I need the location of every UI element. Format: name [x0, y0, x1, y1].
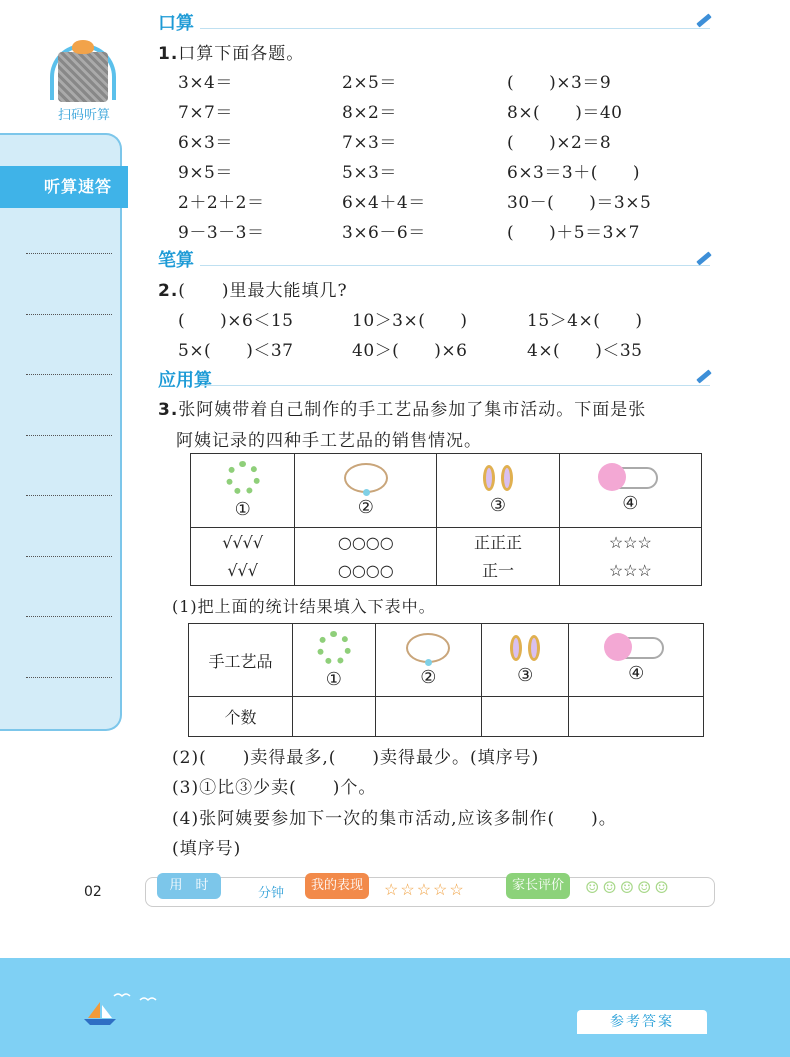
- side-tab-quick-answer[interactable]: 听算速答: [0, 166, 128, 208]
- oral-problem: 8×2＝: [342, 103, 397, 123]
- oral-problem: 3×6－6＝: [342, 223, 426, 243]
- sub-question-1: (1)把上面的统计结果填入下表中。: [172, 597, 436, 616]
- answer-line: [26, 495, 112, 496]
- oral-problem: 6×3＝: [178, 133, 233, 153]
- fill-item-3: ③: [481, 624, 568, 697]
- minutes-label: 分钟: [258, 886, 285, 901]
- bracelet-icon: [226, 461, 260, 495]
- section-divider: [200, 28, 710, 29]
- fill-table: [188, 623, 704, 737]
- answer-blank[interactable]: [481, 697, 568, 737]
- oral-problem: 2×5＝: [342, 73, 397, 93]
- oral-problem: 8×( )＝40: [507, 103, 623, 123]
- oral-problem: 7×7＝: [178, 103, 233, 123]
- item-cell-4: ④: [559, 454, 701, 528]
- pencil-icon: [696, 369, 711, 383]
- parent-eval-label: 家长评价: [506, 873, 570, 899]
- tally-cell-1: √√√√ √√√: [191, 528, 295, 586]
- sub-question-4-note: (填序号): [172, 839, 242, 859]
- answer-side-panel: [0, 133, 122, 731]
- item-cell-3: ③: [437, 454, 559, 528]
- bottom-decoration-strip: [0, 958, 790, 1057]
- tally-table: [190, 453, 702, 586]
- fill-count-label: 个数: [189, 697, 293, 737]
- oral-problem: 2＋2＋2＝: [178, 193, 265, 213]
- bracelet-icon: [317, 631, 351, 665]
- oral-problem: 5×3＝: [342, 163, 397, 183]
- tally-cell-4: ☆☆☆ ☆☆☆: [559, 528, 701, 586]
- answer-blank[interactable]: [375, 697, 481, 737]
- oral-problem: 6×4＋4＝: [342, 193, 426, 213]
- oral-problem: 3×4＝: [178, 73, 233, 93]
- compare-problem: 40＞( )×6: [352, 341, 468, 361]
- question-text: ( )里最大能填几?: [178, 281, 348, 301]
- question-2-prompt: [158, 276, 348, 301]
- fill-header-label: 手工艺品: [189, 624, 293, 697]
- earring-icon: [510, 635, 522, 661]
- item-cell-1: ①: [191, 454, 295, 528]
- compare-problem: 10＞3×( ): [352, 311, 468, 331]
- question-number: 2.: [158, 281, 179, 301]
- qr-code[interactable]: [58, 52, 108, 102]
- answer-line: [26, 253, 112, 254]
- pencil-icon: [696, 251, 711, 265]
- sub-question-3: (3)①比③少卖( )个。: [172, 778, 377, 798]
- earring-icon: [501, 465, 513, 491]
- fill-item-1: ①: [293, 624, 376, 697]
- question-1-prompt: [158, 39, 304, 64]
- question-3-line-1: [158, 395, 646, 420]
- pencil-icon: [696, 13, 711, 27]
- oral-problem: 9－3－3＝: [178, 223, 265, 243]
- oral-problem: 30－( )＝3×5: [507, 193, 652, 213]
- fill-item-4: ④: [569, 624, 704, 697]
- tally-marks-row: [191, 528, 702, 586]
- answer-blank[interactable]: [293, 697, 376, 737]
- oral-problem: ( )＋5＝3×7: [507, 223, 640, 243]
- question-text: 口算下面各题。: [178, 44, 305, 64]
- item-cell-2: ②: [295, 454, 437, 528]
- answer-line: [26, 374, 112, 375]
- answer-line: [26, 435, 112, 436]
- qr-label: 扫码听算: [57, 108, 110, 123]
- compare-problem: ( )×6＜15: [178, 311, 294, 331]
- bird-icon: [72, 40, 94, 54]
- question-text: 张阿姨带着自己制作的手工艺品参加了集市活动。下面是张: [178, 400, 647, 420]
- necklace-icon: [344, 463, 388, 493]
- earring-icon: [483, 465, 495, 491]
- section-title-written: 笔算: [158, 250, 194, 271]
- tally-cell-2: ○○○○ ○○○○: [295, 528, 437, 586]
- fill-header-row: [189, 624, 704, 697]
- performance-label: 我的表现: [305, 873, 369, 899]
- section-title-applied: 应用算: [158, 370, 212, 391]
- seagull-icon: [112, 990, 162, 1004]
- question-number: 1.: [158, 44, 179, 64]
- necklace-icon: [406, 633, 450, 663]
- sailboat-icon: [82, 1002, 118, 1026]
- question-3-line-2: 阿姨记录的四种手工艺品的销售情况。: [176, 431, 482, 451]
- answer-blank[interactable]: [569, 697, 704, 737]
- fill-count-row: [189, 697, 704, 737]
- oral-problem: ( )×3＝9: [507, 73, 612, 93]
- sub-question-2: (2)( )卖得最多,( )卖得最少。(填序号): [172, 748, 540, 768]
- time-label: 用 时: [157, 873, 221, 899]
- answer-line: [26, 314, 112, 315]
- oral-problem: 7×3＝: [342, 133, 397, 153]
- smiley-rating[interactable]: ☺☺☺☺☺: [585, 878, 672, 897]
- oral-problem: ( )×2＝8: [507, 133, 612, 153]
- question-number: 3.: [158, 400, 179, 420]
- section-divider: [200, 385, 710, 386]
- hairclip-icon: [608, 637, 664, 659]
- section-title-oral: 口算: [158, 13, 194, 34]
- earring-icon: [528, 635, 540, 661]
- compare-problem: 15＞4×( ): [527, 311, 643, 331]
- sub-question-4: (4)张阿姨要参加下一次的集市活动,应该多制作( )。: [172, 809, 617, 829]
- answer-key-button[interactable]: 参考答案: [577, 1010, 707, 1034]
- answer-line: [26, 677, 112, 678]
- hairclip-icon: [602, 467, 658, 489]
- compare-problem: 5×( )＜37: [178, 341, 294, 361]
- oral-problem: 9×5＝: [178, 163, 233, 183]
- oral-problem: 6×3＝3＋( ): [507, 163, 640, 183]
- page-number: 02: [84, 884, 102, 900]
- tally-cell-3: 正正正 正一: [437, 528, 559, 586]
- fill-item-2: ②: [375, 624, 481, 697]
- compare-problem: 4×( )＜35: [527, 341, 643, 361]
- tally-header-row: [191, 454, 702, 528]
- rating-stars[interactable]: ☆☆☆☆☆: [384, 880, 466, 899]
- section-divider: [200, 265, 710, 266]
- answer-line: [26, 556, 112, 557]
- answer-line: [26, 616, 112, 617]
